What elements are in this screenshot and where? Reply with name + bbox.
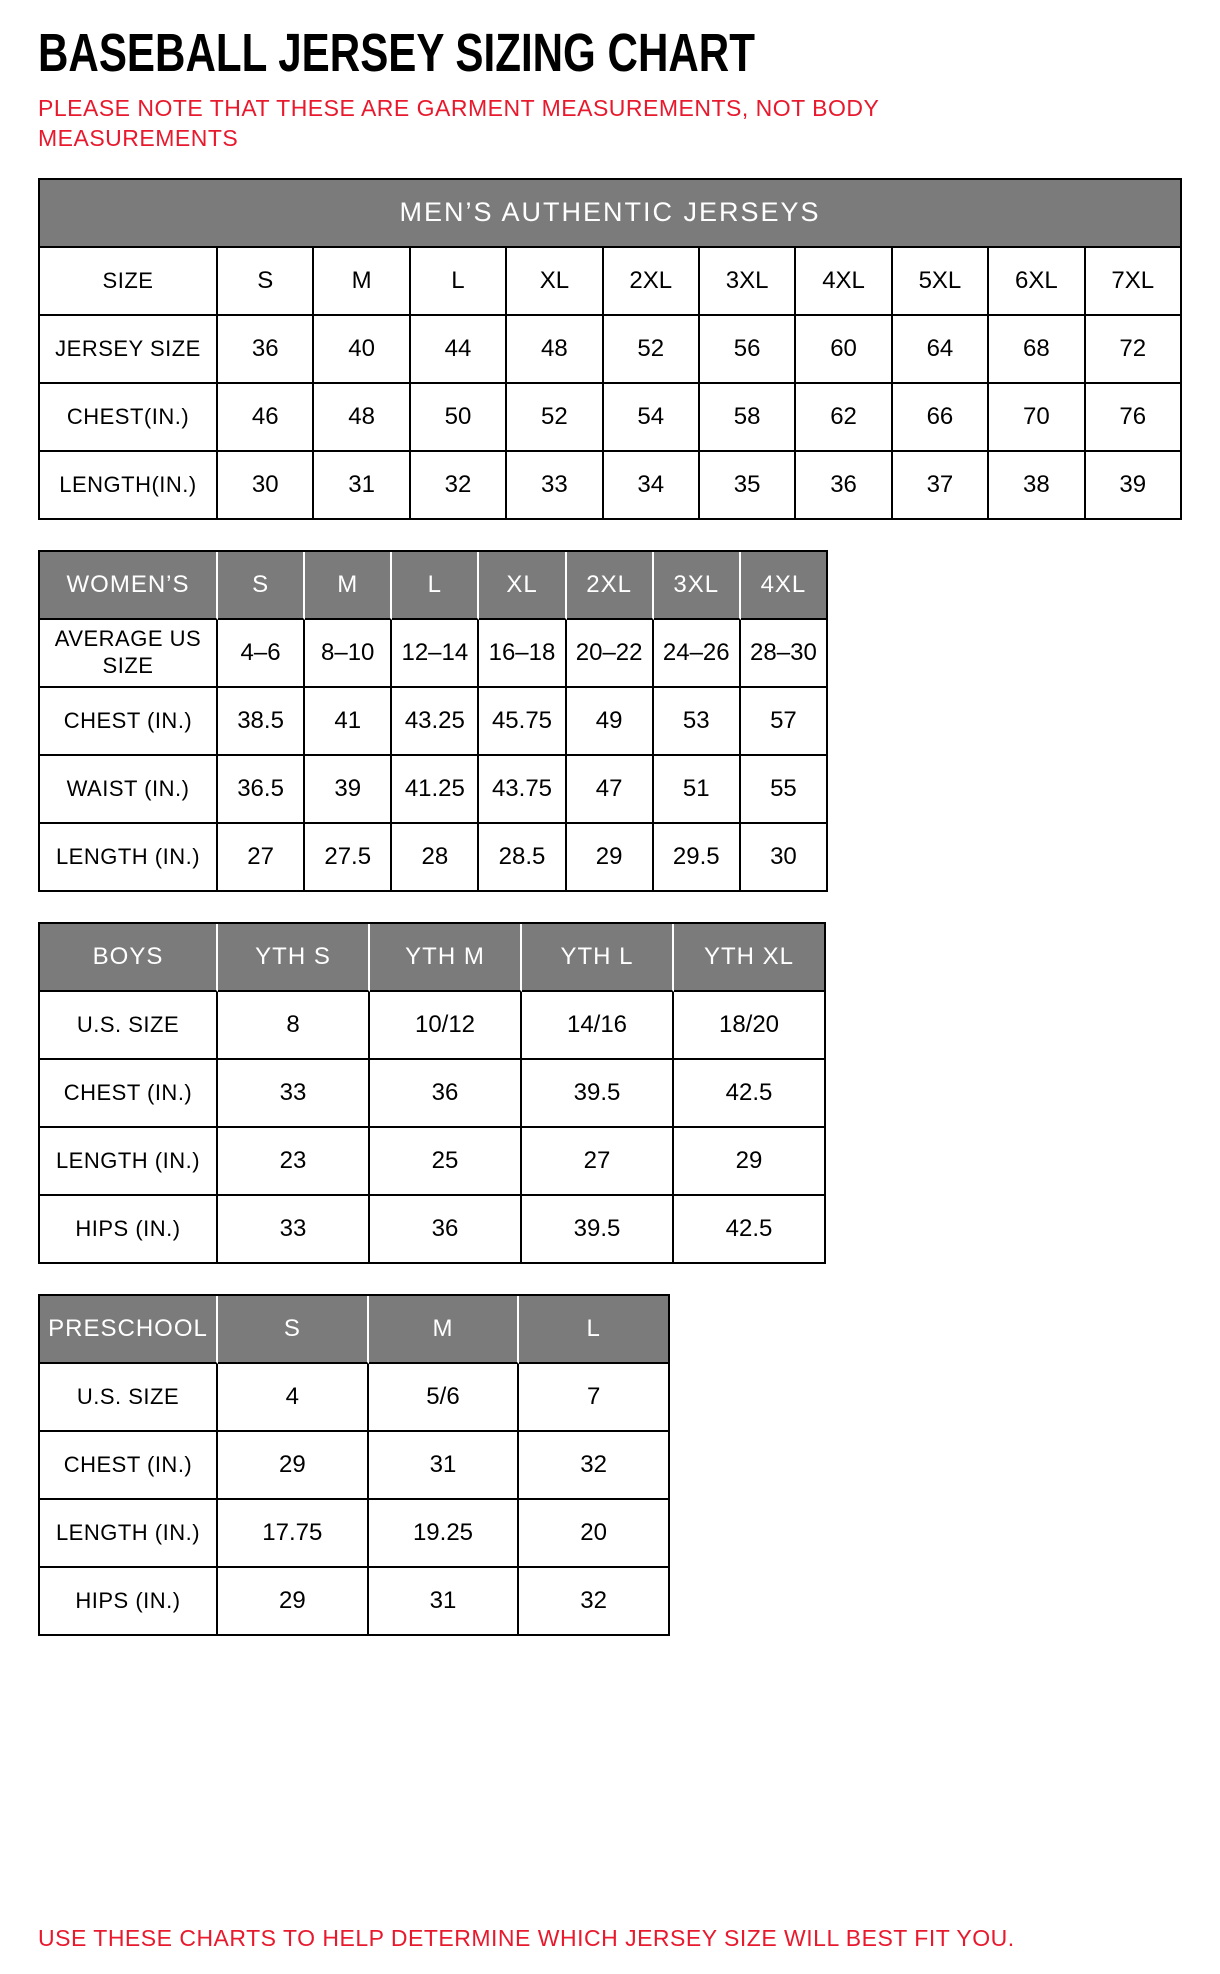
mens-table-title: MEN’S AUTHENTIC JERSEYS xyxy=(40,180,1182,248)
table-row xyxy=(40,316,1182,384)
boys-header-label: BOYS xyxy=(40,924,218,992)
value-cell: 23 xyxy=(218,1128,370,1196)
value-cell: 2XL xyxy=(604,248,700,316)
preschool-header-label: PRESCHOOL xyxy=(40,1296,218,1364)
value-cell: 4 xyxy=(218,1364,369,1432)
value-cell: 32 xyxy=(519,1432,670,1500)
value-cell: 35 xyxy=(700,452,796,520)
row-label: U.S. SIZE xyxy=(40,1364,218,1432)
mens-authentic-jerseys-table xyxy=(38,178,1182,520)
value-cell: 41.25 xyxy=(392,756,479,824)
row-label: HIPS (IN.) xyxy=(40,1568,218,1636)
page-title: BASEBALL JERSEY SIZING CHART xyxy=(38,23,755,83)
boys-header-size-cell: YTH M xyxy=(370,924,522,992)
value-cell: 62 xyxy=(796,384,892,452)
value-cell: 27.5 xyxy=(305,824,392,892)
value-cell: 8–10 xyxy=(305,620,392,688)
value-cell: 31 xyxy=(314,452,410,520)
table-row xyxy=(40,620,828,688)
value-cell: 64 xyxy=(893,316,989,384)
womens-header-label: WOMEN’S xyxy=(40,552,218,620)
value-cell: 16–18 xyxy=(479,620,566,688)
table-row xyxy=(40,1196,826,1264)
value-cell: 43.75 xyxy=(479,756,566,824)
value-cell: 39.5 xyxy=(522,1060,674,1128)
value-cell: 20–22 xyxy=(567,620,654,688)
value-cell: 51 xyxy=(654,756,741,824)
value-cell: 31 xyxy=(369,1568,520,1636)
value-cell: 33 xyxy=(218,1060,370,1128)
table-row xyxy=(40,248,1182,316)
footer-note: USE THESE CHARTS TO HELP DETERMINE WHICH JERSEY SIZE WILL BEST FIT YOU. xyxy=(38,1925,1015,1951)
value-cell: 36 xyxy=(370,1196,522,1264)
garment-measurement-note: PLEASE NOTE THAT THESE ARE GARMENT MEASUREMENTS, NOT BODY MEASUREMENTS xyxy=(38,95,879,151)
value-cell: 72 xyxy=(1086,316,1182,384)
preschool-header-size-cell: L xyxy=(519,1296,670,1364)
womens-header-size-cell: S xyxy=(218,552,305,620)
value-cell: 42.5 xyxy=(674,1060,826,1128)
value-cell: 52 xyxy=(604,316,700,384)
value-cell: 46 xyxy=(218,384,314,452)
value-cell: 76 xyxy=(1086,384,1182,452)
row-label: AVERAGE US SIZE xyxy=(40,620,218,688)
value-cell: 37 xyxy=(893,452,989,520)
table-row xyxy=(40,1060,826,1128)
value-cell: 4XL xyxy=(796,248,892,316)
value-cell: 28 xyxy=(392,824,479,892)
value-cell: 55 xyxy=(741,756,828,824)
table-row xyxy=(40,824,828,892)
value-cell: 28–30 xyxy=(741,620,828,688)
value-cell: 43.25 xyxy=(392,688,479,756)
value-cell: 29 xyxy=(674,1128,826,1196)
value-cell: 48 xyxy=(314,384,410,452)
value-cell: 27 xyxy=(522,1128,674,1196)
value-cell: 52 xyxy=(507,384,603,452)
value-cell: 49 xyxy=(567,688,654,756)
row-label: LENGTH (IN.) xyxy=(40,1128,218,1196)
value-cell: M xyxy=(314,248,410,316)
value-cell: 48 xyxy=(507,316,603,384)
value-cell: L xyxy=(411,248,507,316)
value-cell: 45.75 xyxy=(479,688,566,756)
value-cell: 6XL xyxy=(989,248,1085,316)
value-cell: 36 xyxy=(218,316,314,384)
value-cell: 39 xyxy=(305,756,392,824)
value-cell: 50 xyxy=(411,384,507,452)
womens-jerseys-table xyxy=(38,550,1182,892)
value-cell: 14/16 xyxy=(522,992,674,1060)
value-cell: 20 xyxy=(519,1500,670,1568)
value-cell: 17.75 xyxy=(218,1500,369,1568)
value-cell: 29 xyxy=(218,1432,369,1500)
value-cell: 7XL xyxy=(1086,248,1182,316)
womens-header-size-cell: XL xyxy=(479,552,566,620)
value-cell: 32 xyxy=(411,452,507,520)
value-cell: 5/6 xyxy=(369,1364,520,1432)
preschool-jerseys-table xyxy=(38,1294,1182,1636)
preschool-header-size-cell: S xyxy=(218,1296,369,1364)
value-cell: 3XL xyxy=(700,248,796,316)
preschool-header-size-cell: M xyxy=(369,1296,520,1364)
value-cell: 60 xyxy=(796,316,892,384)
value-cell: 70 xyxy=(989,384,1085,452)
value-cell: 38.5 xyxy=(218,688,305,756)
boys-header-size-cell: YTH S xyxy=(218,924,370,992)
value-cell: 4–6 xyxy=(218,620,305,688)
womens-header-size-cell: M xyxy=(305,552,392,620)
value-cell: 47 xyxy=(567,756,654,824)
value-cell: 39.5 xyxy=(522,1196,674,1264)
table-row xyxy=(40,384,1182,452)
table-row xyxy=(40,1128,826,1196)
value-cell: 41 xyxy=(305,688,392,756)
row-label: WAIST (IN.) xyxy=(40,756,218,824)
row-label: CHEST (IN.) xyxy=(40,1060,218,1128)
value-cell: 12–14 xyxy=(392,620,479,688)
row-label: CHEST (IN.) xyxy=(40,688,218,756)
value-cell: 53 xyxy=(654,688,741,756)
value-cell: S xyxy=(218,248,314,316)
boys-header-size-cell: YTH XL xyxy=(674,924,826,992)
value-cell: 24–26 xyxy=(654,620,741,688)
value-cell: 39 xyxy=(1086,452,1182,520)
boys-header-size-cell: YTH L xyxy=(522,924,674,992)
value-cell: 32 xyxy=(519,1568,670,1636)
table-row xyxy=(40,688,828,756)
value-cell: 31 xyxy=(369,1432,520,1500)
value-cell: 36.5 xyxy=(218,756,305,824)
value-cell: 28.5 xyxy=(479,824,566,892)
table-row xyxy=(40,1568,670,1636)
value-cell: 36 xyxy=(796,452,892,520)
table-row xyxy=(40,1432,670,1500)
row-label: LENGTH (IN.) xyxy=(40,1500,218,1568)
value-cell: 40 xyxy=(314,316,410,384)
womens-sizing-table xyxy=(38,550,828,892)
value-cell: 18/20 xyxy=(674,992,826,1060)
value-cell: 10/12 xyxy=(370,992,522,1060)
value-cell: 68 xyxy=(989,316,1085,384)
value-cell: 29.5 xyxy=(654,824,741,892)
value-cell: 66 xyxy=(893,384,989,452)
value-cell: XL xyxy=(507,248,603,316)
boys-jerseys-table xyxy=(38,922,1182,1264)
womens-header-size-cell: 3XL xyxy=(654,552,741,620)
row-label: CHEST(IN.) xyxy=(40,384,218,452)
row-label: LENGTH(IN.) xyxy=(40,452,218,520)
value-cell: 42.5 xyxy=(674,1196,826,1264)
value-cell: 7 xyxy=(519,1364,670,1432)
womens-header-size-cell: L xyxy=(392,552,479,620)
value-cell: 33 xyxy=(218,1196,370,1264)
row-label: JERSEY SIZE xyxy=(40,316,218,384)
value-cell: 27 xyxy=(218,824,305,892)
value-cell: 38 xyxy=(989,452,1085,520)
value-cell: 30 xyxy=(218,452,314,520)
table-row xyxy=(40,1364,670,1432)
value-cell: 33 xyxy=(507,452,603,520)
row-label: HIPS (IN.) xyxy=(40,1196,218,1264)
womens-header-size-cell: 4XL xyxy=(741,552,828,620)
table-row xyxy=(40,756,828,824)
value-cell: 5XL xyxy=(893,248,989,316)
value-cell: 44 xyxy=(411,316,507,384)
value-cell: 54 xyxy=(604,384,700,452)
value-cell: 56 xyxy=(700,316,796,384)
table-row xyxy=(40,452,1182,520)
row-label: LENGTH (IN.) xyxy=(40,824,218,892)
preschool-sizing-table xyxy=(38,1294,670,1636)
value-cell: 25 xyxy=(370,1128,522,1196)
boys-sizing-table xyxy=(38,922,826,1264)
value-cell: 8 xyxy=(218,992,370,1060)
value-cell: 58 xyxy=(700,384,796,452)
value-cell: 29 xyxy=(567,824,654,892)
row-label: SIZE xyxy=(40,248,218,316)
row-label: CHEST (IN.) xyxy=(40,1432,218,1500)
row-label: U.S. SIZE xyxy=(40,992,218,1060)
value-cell: 29 xyxy=(218,1568,369,1636)
value-cell: 36 xyxy=(370,1060,522,1128)
value-cell: 30 xyxy=(741,824,828,892)
mens-sizing-table xyxy=(38,178,1182,520)
table-row xyxy=(40,992,826,1060)
table-row xyxy=(40,1500,670,1568)
womens-header-size-cell: 2XL xyxy=(567,552,654,620)
value-cell: 34 xyxy=(604,452,700,520)
value-cell: 19.25 xyxy=(369,1500,520,1568)
value-cell: 57 xyxy=(741,688,828,756)
